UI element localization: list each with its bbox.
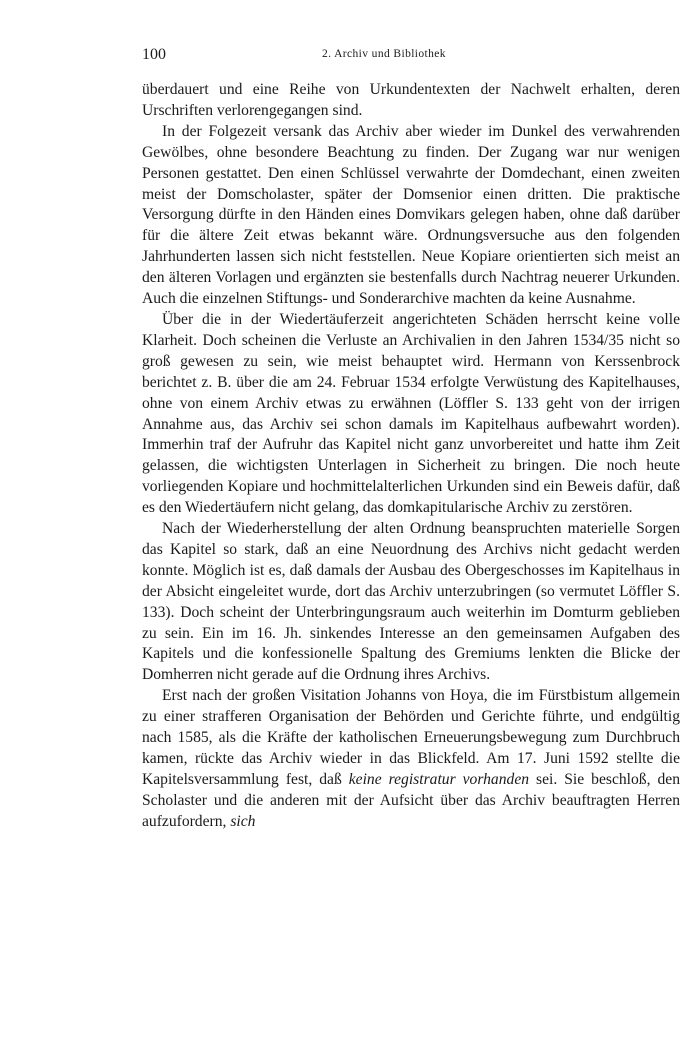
book-page (142, 46, 680, 833)
paragraph-2: In der Folgezeit versank das Archiv aber wieder im Dunkel des verwahrenden Gewölbes, ohne besondere Beachtung zu finden. Der Zugang war nur wenigen Personen gestattet. Den einen Schlüssel verwahrte der Domdechant, einen zweiten meist der Domscholaster, später der Domsenior einen dritten. Die praktische Versorgung dürfte in den Händen eines Domvikars gelegen haben, ohne daß darüber für die ältere Zeit etwas bekannt wäre. Ordnungsversuche aus den folgenden Jahrhunderten lassen sich nicht feststellen. Neue Kopiare orientierten sich meist an den älteren Vorlagen und ergänzten sie bestenfalls durch Nachtrag neuerer Urkunden. Auch die einzelnen Stiftungs- und Sonderarchive machten da keine Ausnahme. (142, 122, 680, 308)
paragraph-5-text-middle: sei. Sie beschloß, den Scholaster und die anderen mit der Aufsicht über das Archiv beauftragten Herren aufzufordern, (142, 770, 680, 830)
running-head (142, 46, 680, 70)
paragraph-4: Nach der Wiederherstellung der alten Ordnung beanspruchten materielle Sorgen das Kapitel so stark, daß an eine Neuordnung des Archivs nicht gedacht werden konnte. Möglich ist es, daß damals der Ausbau des Obergeschosses im Kapitelhaus in der Absicht eingeleitet wurde, dort das Archiv unterzubringen (so vermutet Löffler S. 133). Doch scheint der Unterbringungsraum auch weiterhin im Domturm geblieben zu sein. Ein im 16. Jh. sinkendes Interesse an den gemeinsamen Aufgaben des Kapitels und die konfessionelle Spaltung des Gremiums lenkten die Blicke der Domherren nicht gerade auf die Ordnung ihres Archivs. (142, 520, 680, 684)
body-text (142, 80, 680, 833)
chapter-title: 2. Archiv und Bibliothek (322, 48, 446, 60)
paragraph-5-text-before: Erst nach der großen Visitation Johanns von Hoya, die im Fürstbistum allgemein zu einer strafferen Organisation der Behörden und Gerichte führte, und endgültig nach 1585, als die Kräfte der katholischen Erneuerungsbewegung zum Durchbruch kamen, rückte das Archiv wieder in das Blickfeld. Am 17. Juni 1592 stellte die Kapitelsversammlung fest, daß (142, 687, 680, 788)
paragraph-1: überdauert und eine Reihe von Urkundentexten der Nachwelt erhalten, deren Urschriften verlorengegangen sind. (142, 81, 680, 119)
italic-quote-registratur: keine registratur vorhanden (348, 770, 530, 788)
paragraph-3: Über die in der Wiedertäuferzeit angerichteten Schäden herrscht keine volle Klarheit. Doch scheinen die Verluste an Archivalien in den Jahren 1534/35 nicht so groß gewesen zu sein, wie meist behauptet wird. Hermann von Kerssenbrock berichtet z. B. über die am 24. Februar 1534 erfolgte Verwüstung des Kapitelhauses, ohne von einem Archiv etwas zu erwähnen (Löffler S. 133 geht von der irrigen Annahme aus, das Archiv sei schon damals im Kapitelhaus aufbewahrt worden). Immerhin traf der Aufruhr das Kapitel nicht ganz unvorbereitet und hatte ihm Zeit gelassen, die wichtigsten Unterlagen in Sicherheit zu bringen. Die noch heute vorliegenden Kopiare und hochmittelalterlichen Urkunden sind ein Beweis dafür, daß es den Wiedertäufern nicht gelang, das domkapitularische Archiv zu zerstören. (142, 310, 680, 517)
paragraph-5 (142, 686, 680, 832)
italic-quote-sich: sich (230, 812, 256, 830)
page-number: 100 (142, 46, 166, 63)
